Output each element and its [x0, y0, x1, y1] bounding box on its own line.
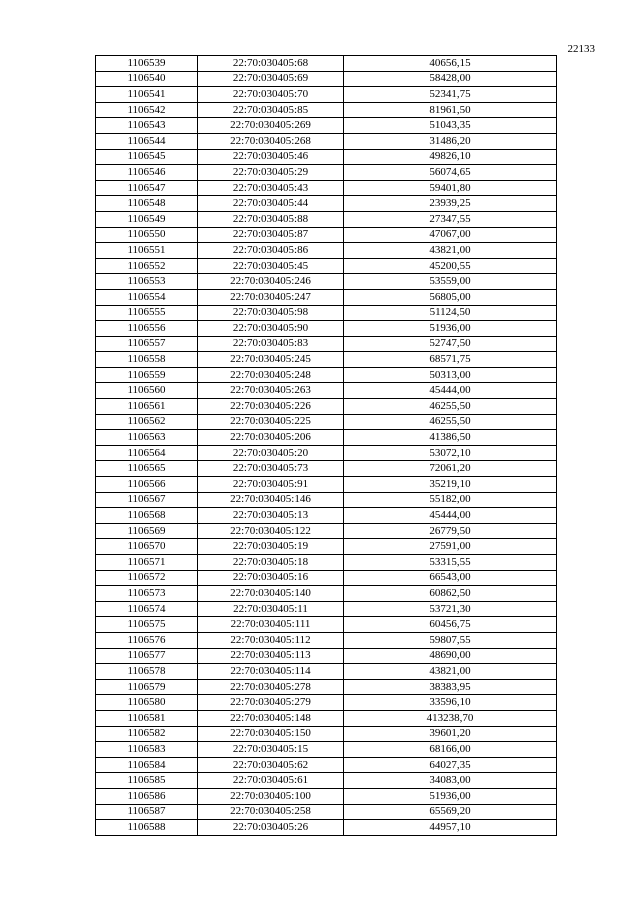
cadastral-number-cell: 22:70:030405:26 [198, 820, 344, 836]
row-number-cell: 1106546 [96, 165, 198, 181]
value-cell: 40656,15 [344, 56, 557, 72]
table-row [96, 180, 557, 196]
row-number-cell: 1106573 [96, 586, 198, 602]
data-table [95, 55, 557, 836]
cadastral-number-cell: 22:70:030405:62 [198, 757, 344, 773]
cadastral-number-cell: 22:70:030405:279 [198, 695, 344, 711]
value-cell: 51043,35 [344, 118, 557, 134]
row-number-cell: 1106557 [96, 336, 198, 352]
cadastral-number-cell: 22:70:030405:268 [198, 133, 344, 149]
value-cell: 64027,35 [344, 757, 557, 773]
row-number-cell: 1106552 [96, 258, 198, 274]
row-number-cell: 1106542 [96, 102, 198, 118]
table-row [96, 289, 557, 305]
value-cell: 46255,50 [344, 414, 557, 430]
value-cell: 65569,20 [344, 804, 557, 820]
value-cell: 26779,50 [344, 523, 557, 539]
cadastral-number-cell: 22:70:030405:148 [198, 710, 344, 726]
value-cell: 68166,00 [344, 742, 557, 758]
page-number: 22133 [567, 43, 595, 55]
table-row [96, 414, 557, 430]
cadastral-number-cell: 22:70:030405:245 [198, 352, 344, 368]
table-row [96, 492, 557, 508]
row-number-cell: 1106545 [96, 149, 198, 165]
cadastral-number-cell: 22:70:030405:226 [198, 399, 344, 415]
table-row [96, 523, 557, 539]
row-number-cell: 1106562 [96, 414, 198, 430]
table-row [96, 165, 557, 181]
value-cell: 60862,50 [344, 586, 557, 602]
table-row [96, 664, 557, 680]
value-cell: 45444,00 [344, 508, 557, 524]
table-row [96, 586, 557, 602]
row-number-cell: 1106539 [96, 56, 198, 72]
value-cell: 31486,20 [344, 133, 557, 149]
table-row [96, 555, 557, 571]
row-number-cell: 1106571 [96, 555, 198, 571]
table-row [96, 258, 557, 274]
cadastral-number-cell: 22:70:030405:248 [198, 367, 344, 383]
row-number-cell: 1106569 [96, 523, 198, 539]
value-cell: 51936,00 [344, 788, 557, 804]
cadastral-number-cell: 22:70:030405:15 [198, 742, 344, 758]
value-cell: 58428,00 [344, 71, 557, 87]
table-row [96, 352, 557, 368]
table-row [96, 477, 557, 493]
value-cell: 55182,00 [344, 492, 557, 508]
value-cell: 41386,50 [344, 430, 557, 446]
row-number-cell: 1106581 [96, 710, 198, 726]
value-cell: 60456,75 [344, 617, 557, 633]
value-cell: 53721,30 [344, 601, 557, 617]
table-body [96, 56, 557, 836]
table-row [96, 695, 557, 711]
cadastral-number-cell: 22:70:030405:269 [198, 118, 344, 134]
cadastral-number-cell: 22:70:030405:247 [198, 289, 344, 305]
table-row [96, 570, 557, 586]
value-cell: 46255,50 [344, 399, 557, 415]
value-cell: 45444,00 [344, 383, 557, 399]
table-row [96, 539, 557, 555]
value-cell: 59807,55 [344, 632, 557, 648]
value-cell: 27347,55 [344, 211, 557, 227]
value-cell: 413238,70 [344, 710, 557, 726]
cadastral-number-cell: 22:70:030405:46 [198, 149, 344, 165]
table-row [96, 227, 557, 243]
row-number-cell: 1106577 [96, 648, 198, 664]
table-row [96, 71, 557, 87]
cadastral-number-cell: 22:70:030405:88 [198, 211, 344, 227]
row-number-cell: 1106553 [96, 274, 198, 290]
row-number-cell: 1106564 [96, 445, 198, 461]
cadastral-number-cell: 22:70:030405:206 [198, 430, 344, 446]
value-cell: 72061,20 [344, 461, 557, 477]
value-cell: 56805,00 [344, 289, 557, 305]
row-number-cell: 1106585 [96, 773, 198, 789]
cadastral-number-cell: 22:70:030405:150 [198, 726, 344, 742]
row-number-cell: 1106572 [96, 570, 198, 586]
table-row [96, 102, 557, 118]
row-number-cell: 1106567 [96, 492, 198, 508]
table-row [96, 508, 557, 524]
cadastral-number-cell: 22:70:030405:70 [198, 87, 344, 103]
row-number-cell: 1106578 [96, 664, 198, 680]
row-number-cell: 1106574 [96, 601, 198, 617]
table-row [96, 87, 557, 103]
row-number-cell: 1106560 [96, 383, 198, 399]
table-row [96, 461, 557, 477]
table-row [96, 133, 557, 149]
table-row [96, 336, 557, 352]
row-number-cell: 1106586 [96, 788, 198, 804]
row-number-cell: 1106587 [96, 804, 198, 820]
value-cell: 23939,25 [344, 196, 557, 212]
row-number-cell: 1106549 [96, 211, 198, 227]
row-number-cell: 1106561 [96, 399, 198, 415]
value-cell: 51936,00 [344, 321, 557, 337]
table-row [96, 196, 557, 212]
value-cell: 52341,75 [344, 87, 557, 103]
table-row [96, 679, 557, 695]
value-cell: 44957,10 [344, 820, 557, 836]
row-number-cell: 1106568 [96, 508, 198, 524]
table-row [96, 118, 557, 134]
row-number-cell: 1106570 [96, 539, 198, 555]
value-cell: 34083,00 [344, 773, 557, 789]
table-row [96, 274, 557, 290]
value-cell: 27591,00 [344, 539, 557, 555]
table-row [96, 383, 557, 399]
cadastral-number-cell: 22:70:030405:19 [198, 539, 344, 555]
value-cell: 66543,00 [344, 570, 557, 586]
row-number-cell: 1106575 [96, 617, 198, 633]
table-row [96, 742, 557, 758]
cadastral-number-cell: 22:70:030405:91 [198, 477, 344, 493]
cadastral-number-cell: 22:70:030405:86 [198, 243, 344, 259]
value-cell: 81961,50 [344, 102, 557, 118]
row-number-cell: 1106541 [96, 87, 198, 103]
row-number-cell: 1106551 [96, 243, 198, 259]
cadastral-number-cell: 22:70:030405:69 [198, 71, 344, 87]
table-row [96, 820, 557, 836]
cadastral-number-cell: 22:70:030405:68 [198, 56, 344, 72]
row-number-cell: 1106576 [96, 632, 198, 648]
row-number-cell: 1106548 [96, 196, 198, 212]
table-row [96, 757, 557, 773]
row-number-cell: 1106558 [96, 352, 198, 368]
value-cell: 52747,50 [344, 336, 557, 352]
value-cell: 53559,00 [344, 274, 557, 290]
value-cell: 53072,10 [344, 445, 557, 461]
cadastral-number-cell: 22:70:030405:114 [198, 664, 344, 680]
row-number-cell: 1106544 [96, 133, 198, 149]
row-number-cell: 1106547 [96, 180, 198, 196]
table-row [96, 788, 557, 804]
value-cell: 35219,10 [344, 477, 557, 493]
row-number-cell: 1106540 [96, 71, 198, 87]
value-cell: 39601,20 [344, 726, 557, 742]
value-cell: 45200,55 [344, 258, 557, 274]
cadastral-number-cell: 22:70:030405:87 [198, 227, 344, 243]
cadastral-number-cell: 22:70:030405:246 [198, 274, 344, 290]
row-number-cell: 1106579 [96, 679, 198, 695]
cadastral-number-cell: 22:70:030405:113 [198, 648, 344, 664]
value-cell: 53315,55 [344, 555, 557, 571]
table-row [96, 648, 557, 664]
row-number-cell: 1106550 [96, 227, 198, 243]
value-cell: 43821,00 [344, 243, 557, 259]
cadastral-number-cell: 22:70:030405:13 [198, 508, 344, 524]
cadastral-number-cell: 22:70:030405:45 [198, 258, 344, 274]
table-row [96, 632, 557, 648]
table-row [96, 773, 557, 789]
value-cell: 50313,00 [344, 367, 557, 383]
table-row [96, 305, 557, 321]
value-cell: 43821,00 [344, 664, 557, 680]
cadastral-number-cell: 22:70:030405:29 [198, 165, 344, 181]
cadastral-number-cell: 22:70:030405:100 [198, 788, 344, 804]
cadastral-number-cell: 22:70:030405:83 [198, 336, 344, 352]
row-number-cell: 1106565 [96, 461, 198, 477]
cadastral-number-cell: 22:70:030405:146 [198, 492, 344, 508]
cadastral-number-cell: 22:70:030405:90 [198, 321, 344, 337]
value-cell: 33596,10 [344, 695, 557, 711]
row-number-cell: 1106582 [96, 726, 198, 742]
cadastral-number-cell: 22:70:030405:73 [198, 461, 344, 477]
row-number-cell: 1106583 [96, 742, 198, 758]
row-number-cell: 1106554 [96, 289, 198, 305]
table-row [96, 243, 557, 259]
table-row [96, 617, 557, 633]
table-row [96, 399, 557, 415]
value-cell: 56074,65 [344, 165, 557, 181]
value-cell: 51124,50 [344, 305, 557, 321]
table-row [96, 56, 557, 72]
cadastral-number-cell: 22:70:030405:122 [198, 523, 344, 539]
table-row [96, 445, 557, 461]
cadastral-number-cell: 22:70:030405:61 [198, 773, 344, 789]
table-row [96, 726, 557, 742]
table-row [96, 430, 557, 446]
row-number-cell: 1106584 [96, 757, 198, 773]
value-cell: 68571,75 [344, 352, 557, 368]
cadastral-number-cell: 22:70:030405:20 [198, 445, 344, 461]
cadastral-number-cell: 22:70:030405:44 [198, 196, 344, 212]
row-number-cell: 1106555 [96, 305, 198, 321]
row-number-cell: 1106588 [96, 820, 198, 836]
table-row [96, 804, 557, 820]
cadastral-number-cell: 22:70:030405:112 [198, 632, 344, 648]
row-number-cell: 1106566 [96, 477, 198, 493]
value-cell: 59401,80 [344, 180, 557, 196]
cadastral-number-cell: 22:70:030405:258 [198, 804, 344, 820]
value-cell: 48690,00 [344, 648, 557, 664]
table-row [96, 211, 557, 227]
table-row [96, 321, 557, 337]
table-row [96, 710, 557, 726]
cadastral-number-cell: 22:70:030405:98 [198, 305, 344, 321]
value-cell: 38383,95 [344, 679, 557, 695]
table-row [96, 367, 557, 383]
cadastral-number-cell: 22:70:030405:18 [198, 555, 344, 571]
cadastral-number-cell: 22:70:030405:140 [198, 586, 344, 602]
cadastral-number-cell: 22:70:030405:225 [198, 414, 344, 430]
cadastral-number-cell: 22:70:030405:278 [198, 679, 344, 695]
cadastral-number-cell: 22:70:030405:11 [198, 601, 344, 617]
cadastral-number-cell: 22:70:030405:16 [198, 570, 344, 586]
cadastral-number-cell: 22:70:030405:111 [198, 617, 344, 633]
row-number-cell: 1106559 [96, 367, 198, 383]
cadastral-number-cell: 22:70:030405:263 [198, 383, 344, 399]
row-number-cell: 1106543 [96, 118, 198, 134]
table-row [96, 601, 557, 617]
row-number-cell: 1106580 [96, 695, 198, 711]
cadastral-number-cell: 22:70:030405:43 [198, 180, 344, 196]
value-cell: 49826,10 [344, 149, 557, 165]
row-number-cell: 1106556 [96, 321, 198, 337]
table-row [96, 149, 557, 165]
row-number-cell: 1106563 [96, 430, 198, 446]
value-cell: 47067,00 [344, 227, 557, 243]
cadastral-number-cell: 22:70:030405:85 [198, 102, 344, 118]
